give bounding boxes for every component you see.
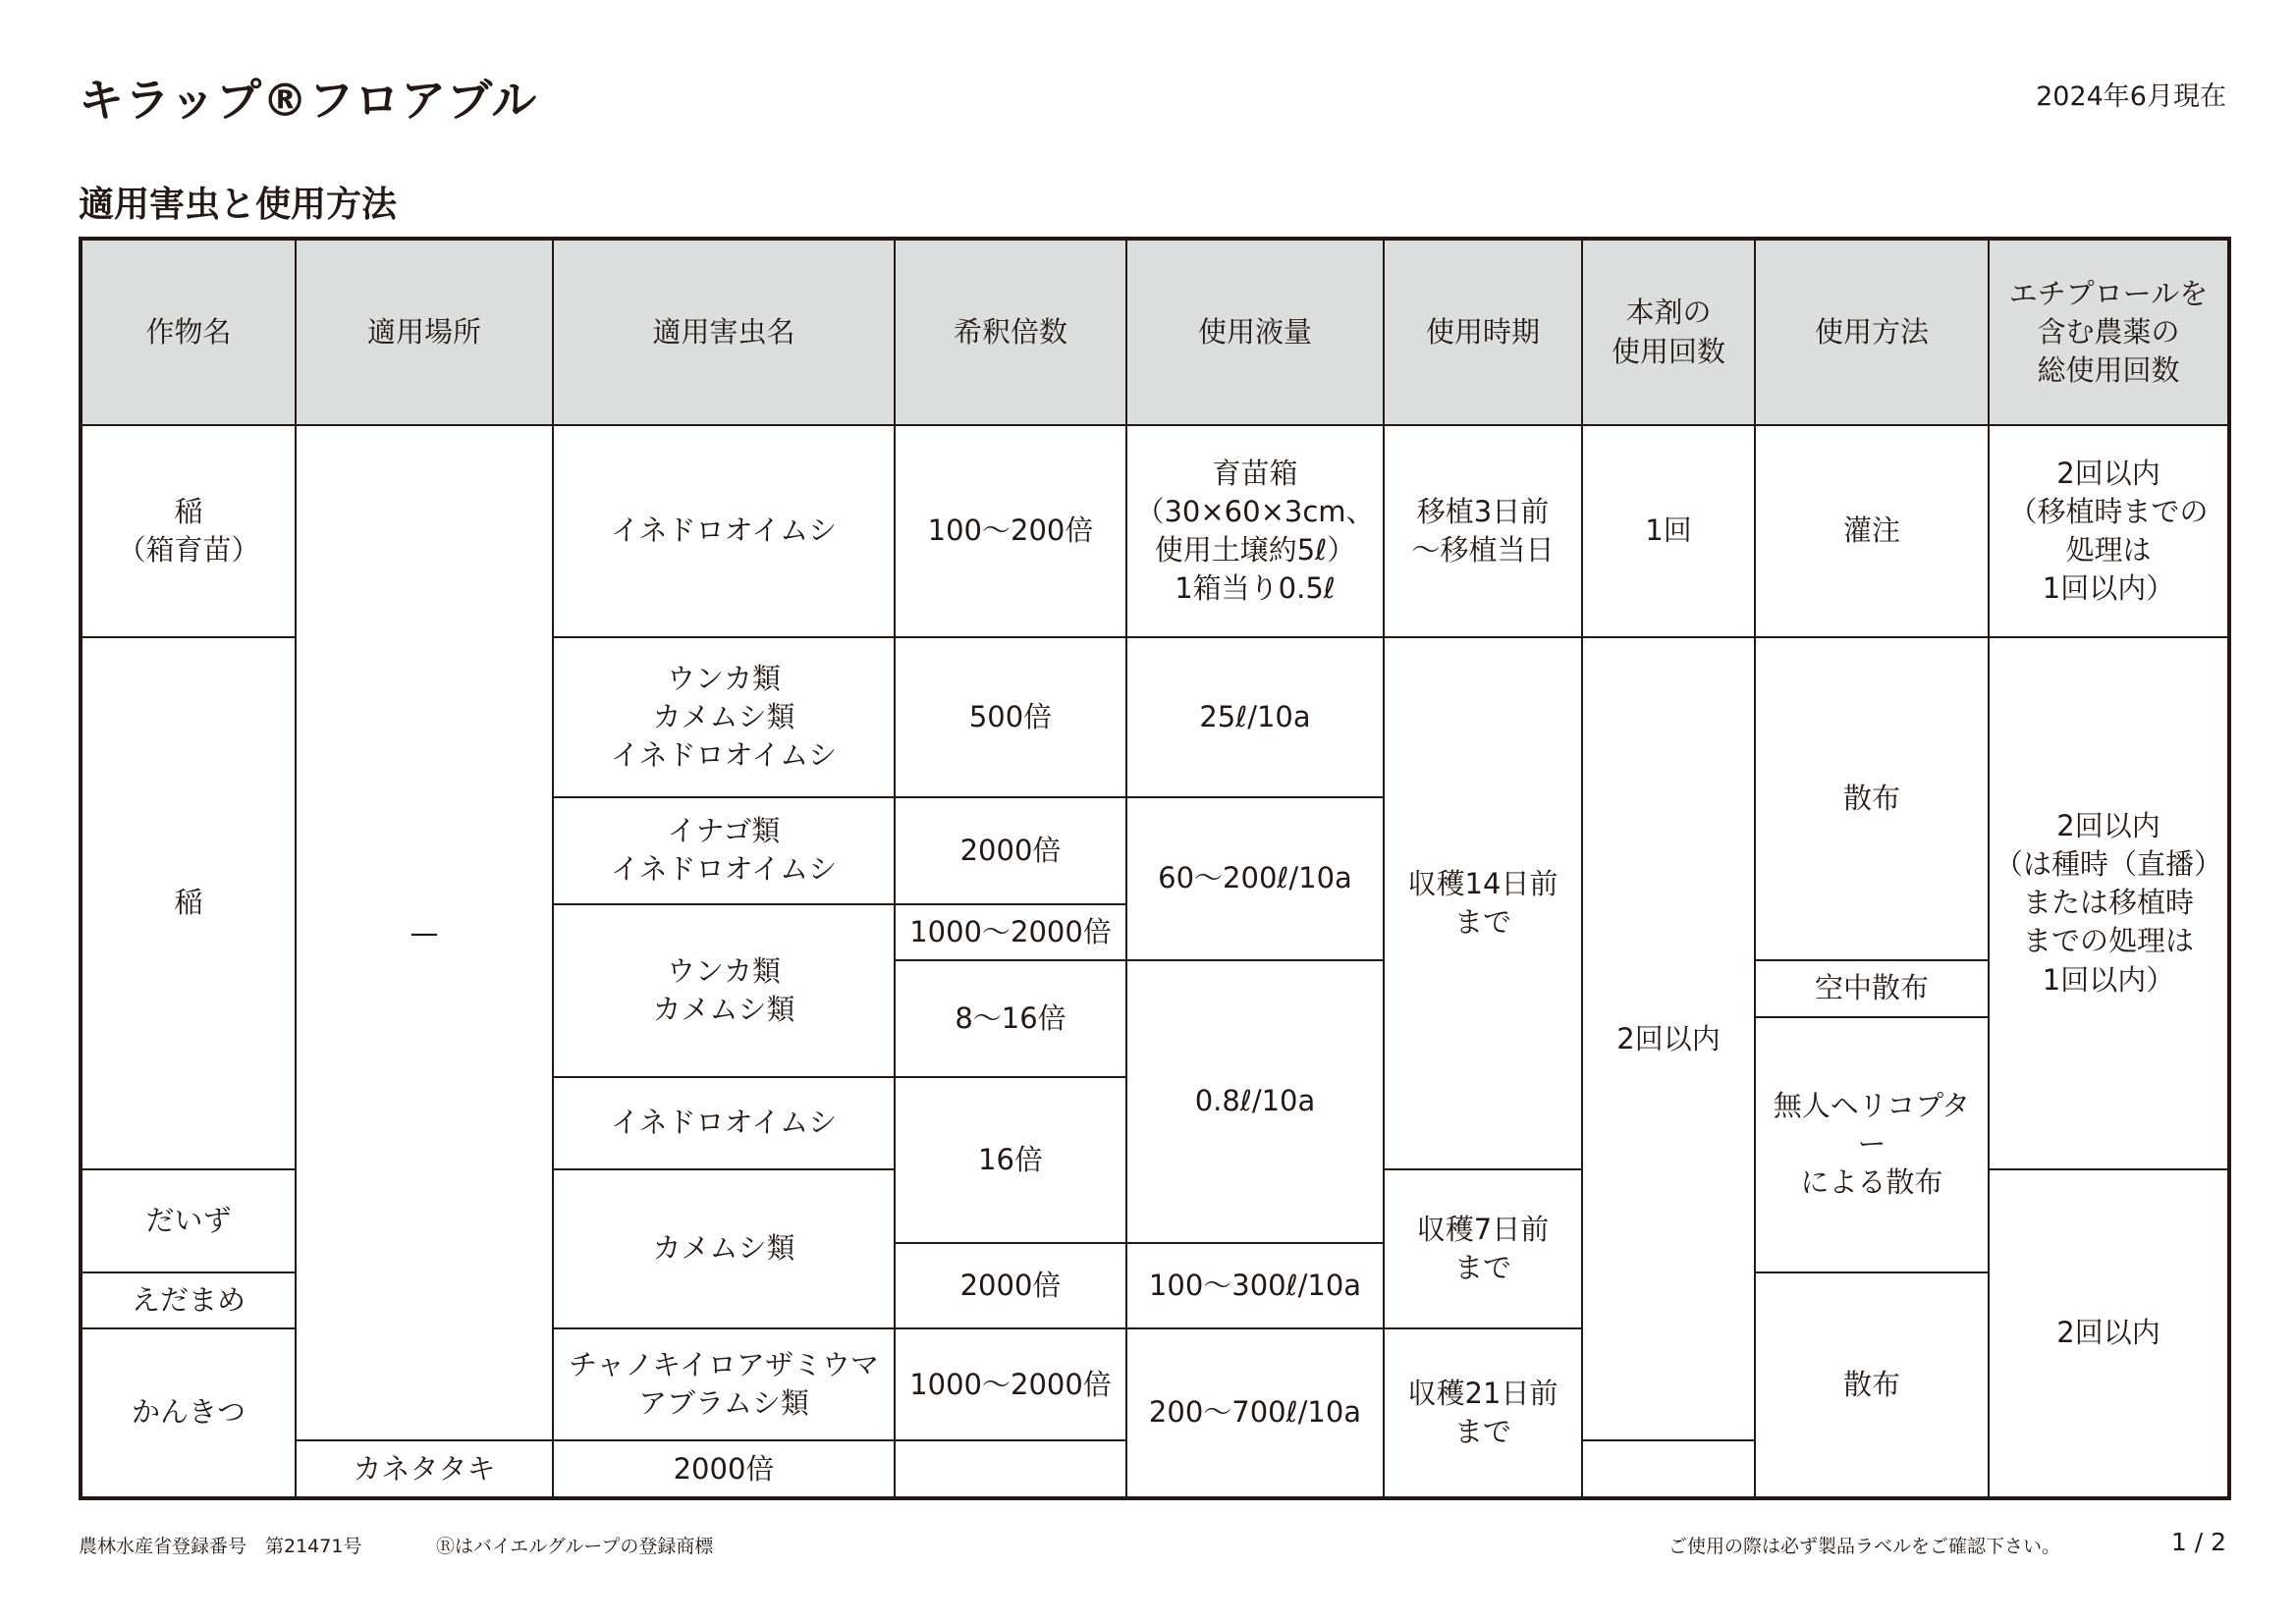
table-header-row [81,239,2229,425]
column-header: 作物名 [81,239,296,425]
method-cell: 空中散布 [1755,960,1989,1016]
column-header: 適用害虫名 [553,239,895,425]
column-header: 使用方法 [1755,239,1989,425]
count-cell: 1回 [1582,425,1755,637]
crop-cell: 稲 [81,637,296,1169]
place-cell: — [296,425,553,1440]
crop-cell: 稲 （箱育苗） [81,425,296,637]
dilution-cell: 8～16倍 [895,960,1126,1077]
total-count-cell: 2回以内 （移植時までの 処理は 1回以内） [1989,425,2229,637]
column-header: 適用場所 [296,239,553,425]
dilution-cell: 2000倍 [553,1440,895,1498]
column-header: 使用時期 [1384,239,1582,425]
crop-cell: だいず [81,1169,296,1272]
method-cell: 無人ヘリコプター による散布 [1755,1017,1989,1272]
dilution-cell: 500倍 [895,637,1126,797]
column-header: 本剤の 使用回数 [1582,239,1755,425]
pest-cell: ウンカ類 カメムシ類 イネドロオイムシ [553,637,895,797]
dilution-cell: 100～200倍 [895,425,1126,637]
volume-cell: 60～200ℓ/10a [1126,797,1384,961]
count-cell: 2回以内 [1582,637,1755,1440]
total-count-cell: 2回以内 [1989,1169,2229,1498]
pest-cell: イナゴ類 イネドロオイムシ [553,797,895,904]
crop-cell: かんきつ [81,1328,296,1498]
timing-cell: 収穫7日前 まで [1384,1169,1582,1328]
dilution-cell: 16倍 [895,1077,1126,1243]
page-number: 1 / 2 [2170,1528,2226,1556]
registration-number: 農林水産省登録番号 第21471号 [79,1536,362,1557]
timing-cell: 収穫21日前 まで [1384,1328,1582,1498]
pest-cell: イネドロオイムシ [553,1077,895,1169]
volume-cell: 100～300ℓ/10a [1126,1243,1384,1328]
column-header: 使用液量 [1126,239,1384,425]
usage-notice: ご使用の際は必ず製品ラベルをご確認下さい。 [1668,1536,2061,1557]
section-title: 適用害虫と使用方法 [79,185,398,225]
as-of-date: 2024年6月現在 [2036,81,2226,112]
timing-cell: 収穫14日前 まで [1384,637,1582,1169]
pest-cell: ウンカ類 カメムシ類 [553,904,895,1077]
pest-cell: イネドロオイムシ [553,425,895,637]
table-row [81,425,2229,637]
dilution-cell: 1000～2000倍 [895,1328,1126,1440]
method-cell: 散布 [1755,1272,1989,1498]
trademark-note: Ⓡはバイエルグループの登録商標 [436,1536,714,1557]
column-header: エチプロールを 含む農薬の 総使用回数 [1989,239,2229,425]
method-cell: 散布 [1755,637,1989,960]
pest-cell: チャノキイロアザミウマ アブラムシ類 [553,1328,895,1440]
volume-cell: 200～700ℓ/10a [1126,1328,1384,1498]
pest-cell: カメムシ類 [553,1169,895,1328]
volume-cell: 25ℓ/10a [1126,637,1384,797]
column-header: 希釈倍数 [895,239,1126,425]
pest-cell: カネタタキ [296,1440,553,1498]
crop-cell: えだまめ [81,1272,296,1328]
timing-cell: 移植3日前 ～移植当日 [1384,425,1582,637]
usage-table [79,237,2231,1500]
volume-cell: 0.8ℓ/10a [1126,960,1384,1242]
product-title: キラップ®フロアブル [79,74,538,127]
dilution-cell: 2000倍 [895,797,1126,904]
total-count-cell: 2回以内 （は種時（直播） または移植時 までの処理は 1回以内） [1989,637,2229,1169]
dilution-cell: 2000倍 [895,1243,1126,1328]
dilution-cell: 1000～2000倍 [895,904,1126,960]
method-cell: 灌注 [1755,425,1989,637]
volume-cell: 育苗箱 （30×60×3cm、 使用土壌約5ℓ） 1箱当り0.5ℓ [1126,425,1384,637]
